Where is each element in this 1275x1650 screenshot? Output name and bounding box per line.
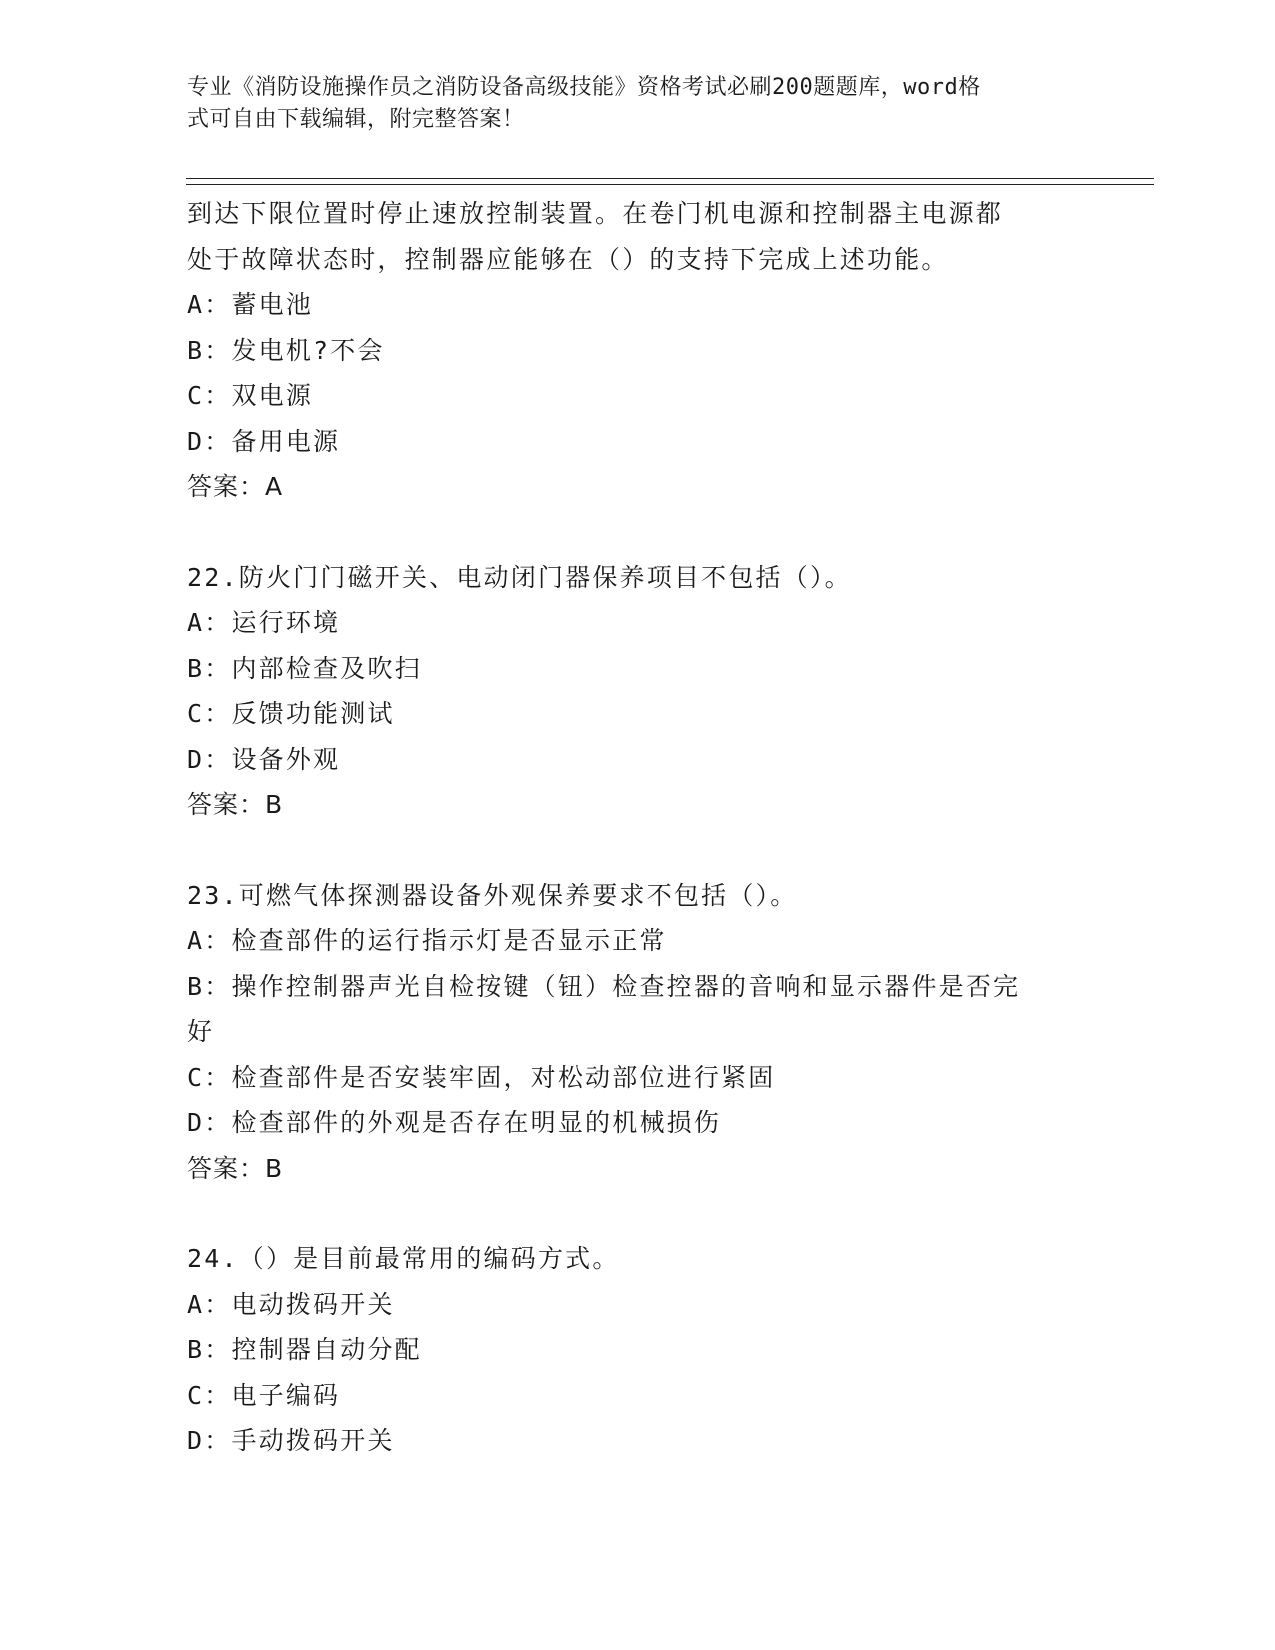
question-stem: 22.防火门门磁开关、电动闭门器保养项目不包括（）。: [187, 562, 852, 592]
question-23: [187, 873, 1077, 1192]
option-b: B：内部检查及吹扫: [187, 653, 422, 683]
header-divider-top: [186, 178, 1154, 179]
spacer: [187, 828, 1077, 873]
header-line-1: 专业《消防设施操作员之消防设备高级技能》资格考试必刷200题题库，word格: [187, 75, 981, 100]
document-header: [187, 72, 1067, 136]
option-b-line-1: B：操作控制器声光自检按键（钮）检查控器的音响和显示器件是否完: [187, 971, 1021, 1001]
option-c: C：电子编码: [187, 1380, 341, 1410]
option-c: C：检查部件是否安装牢固，对松动部位进行紧固: [187, 1062, 776, 1092]
answer: 答案：B: [187, 790, 284, 819]
question-list: [187, 191, 1077, 1464]
option-b-line-2: 好: [187, 1017, 215, 1046]
question-stem-line-1: 到达下限位置时停止速放控制装置。在卷门机电源和控制器主电源都: [187, 199, 1004, 228]
option-d: D：手动拨码开关: [187, 1426, 395, 1455]
option-b: B：控制器自动分配: [187, 1335, 422, 1364]
option-a: A：运行环境: [187, 608, 341, 637]
option-d: D：检查部件的外观是否存在明显的机械损伤: [187, 1108, 722, 1137]
question-22: [187, 555, 1077, 828]
option-b: B：发电机?不会: [187, 335, 385, 365]
option-a: A：蓄电池: [187, 290, 314, 319]
question-21: [187, 191, 1077, 510]
spacer: [187, 510, 1077, 555]
question-stem-line-2: 处于故障状态时，控制器应能够在（）的支持下完成上述功能。: [187, 244, 949, 274]
option-c: C：反馈功能测试: [187, 699, 395, 728]
answer: 答案：B: [187, 1153, 284, 1183]
question-24: [187, 1236, 1077, 1464]
option-d: D：备用电源: [187, 426, 341, 456]
option-d: D：设备外观: [187, 744, 341, 774]
answer: 答案：A: [187, 472, 284, 501]
question-stem: 23.可燃气体探测器设备外观保养要求不包括（）。: [187, 880, 798, 910]
header-divider-bottom: [186, 184, 1154, 185]
question-stem: 24.（）是目前最常用的编码方式。: [187, 1244, 620, 1273]
option-c: C：双电源: [187, 381, 314, 410]
header-line-2: 式可自由下载编辑，附完整答案！: [187, 107, 525, 132]
option-a: A：电动拨码开关: [187, 1289, 395, 1319]
option-a: A：检查部件的运行指示灯是否显示正常: [187, 926, 667, 955]
spacer: [187, 1191, 1077, 1236]
